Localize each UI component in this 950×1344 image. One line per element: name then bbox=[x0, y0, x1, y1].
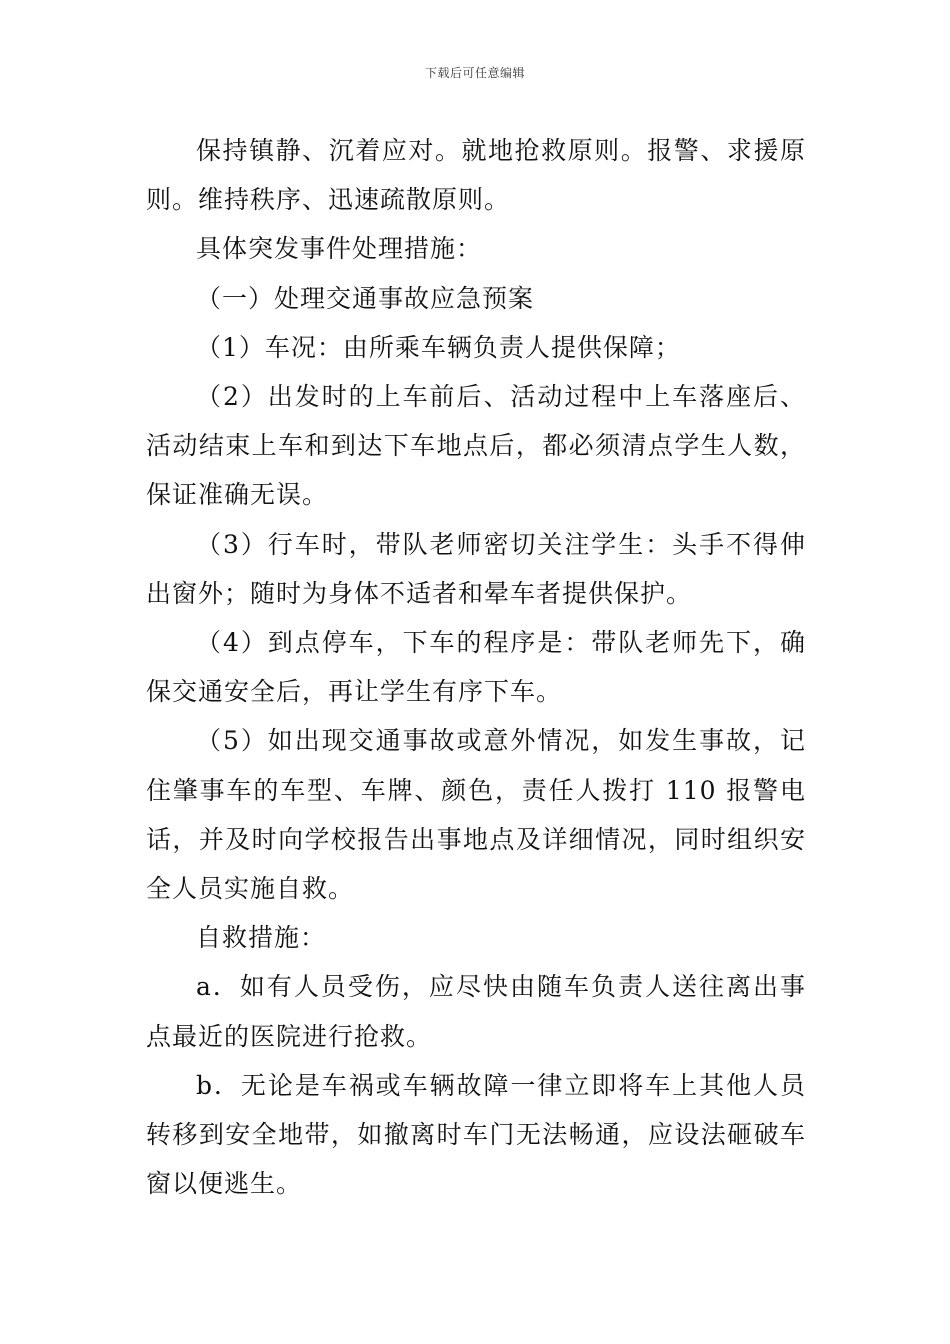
list-item-a: a．如有人员受伤，应尽快由随车负责人送往离出事点最近的医院进行抢救。 bbox=[146, 972, 806, 1051]
paragraph-principles: 保持镇静、沉着应对。就地抢救原则。报警、求援原则。维持秩序、迅速疏散原则。 bbox=[146, 136, 806, 215]
paragraph-self-rescue-heading: 自救措施： bbox=[196, 923, 327, 953]
header-note: 下载后可任意编辑 bbox=[424, 66, 525, 80]
document-body bbox=[146, 126, 806, 1208]
list-item-3: （3）行车时，带队老师密切关注学生：头手不得伸出窗外；随时为身体不适者和晕车者提供保护。 bbox=[146, 529, 806, 608]
list-item-1: （1）车况：由所乘车辆负责人提供保障； bbox=[196, 332, 681, 362]
list-item-b: b．无论是车祸或车辆故障一律立即将车上其他人员转移到安全地带，如撤离时车门无法畅通，应设法砸破车窗以便逃生。 bbox=[146, 1070, 806, 1199]
paragraph-measures-heading: 具体突发事件处理措施： bbox=[196, 234, 483, 264]
section-heading-traffic: （一）处理交通事故应急预案 bbox=[196, 283, 535, 313]
list-item-4: （4）到点停车，下车的程序是：带队老师先下，确保交通安全后，再让学生有序下车。 bbox=[146, 628, 806, 707]
list-item-2: （2）出发时的上车前后、活动过程中上车落座后、活动结束上车和到达下车地点后，都必须清点学生人数，保证准确无误。 bbox=[146, 382, 806, 510]
list-item-5: （5）如出现交通事故或意外情况，如发生事故，记住肇事车的车型、车牌、颜色，责任人拨打 110 报警电话，并及时向学校报告出事地点及详细情况，同时组织安全人员实施自救。 bbox=[146, 726, 806, 904]
